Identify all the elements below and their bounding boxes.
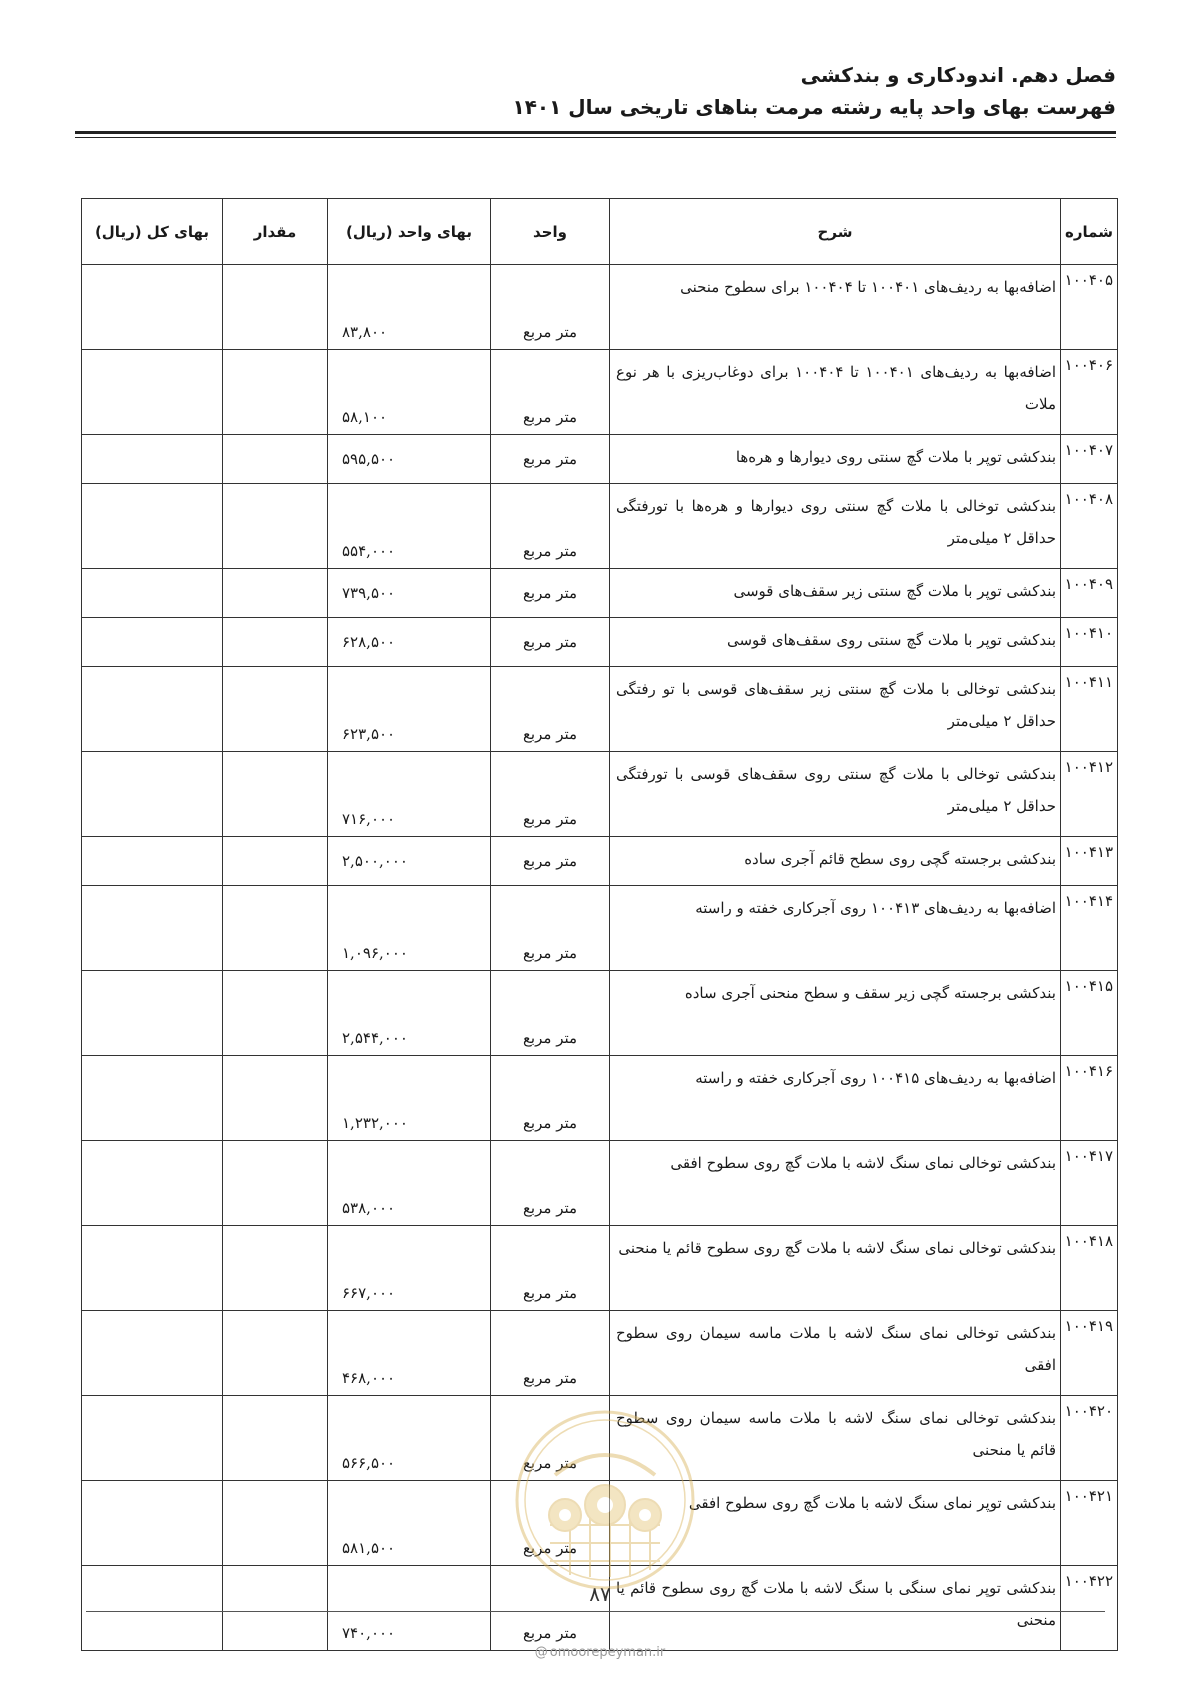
row-unit: متر مربع: [491, 1056, 610, 1141]
row-unit-price: ۵۹۵,۵۰۰: [328, 435, 491, 484]
row-description: اضافه‌بها به ردیف‌های ۱۰۰۴۱۵ روی آجرکاری خفته و راسته: [610, 1056, 1061, 1141]
table-row: [82, 752, 1118, 837]
row-total: [82, 667, 223, 752]
row-total: [82, 837, 223, 886]
row-quantity: [223, 1481, 328, 1566]
page-header: [75, 60, 1116, 122]
column-header-quantity: مقدار: [223, 199, 328, 265]
row-code: ۱۰۰۴۱۵: [1061, 971, 1118, 1056]
table-row: [82, 1226, 1118, 1311]
row-description: بندکشی توپر نمای سنگ لاشه با ملات گچ روی سطوح افقی: [610, 1481, 1061, 1566]
row-unit-price: ۵۵۴,۰۰۰: [328, 484, 491, 569]
row-quantity: [223, 484, 328, 569]
row-code: ۱۰۰۴۰۹: [1061, 569, 1118, 618]
row-quantity: [223, 752, 328, 837]
website-url: omoorepeyman.ir: [549, 1645, 666, 1660]
row-code: ۱۰۰۴۱۸: [1061, 1226, 1118, 1311]
table-row: [82, 1311, 1118, 1396]
row-unit: متر مربع: [491, 971, 610, 1056]
row-description: بندکشی توخالی نمای سنگ لاشه با ملات گچ روی سطوح افقی: [610, 1141, 1061, 1226]
row-total: [82, 886, 223, 971]
row-unit: متر مربع: [491, 837, 610, 886]
row-total: [82, 484, 223, 569]
document-subtitle: فهرست بهای واحد پایه رشته مرمت بناهای تاریخی سال ۱۴۰۱: [512, 95, 1116, 119]
row-code: ۱۰۰۴۰۵: [1061, 265, 1118, 350]
row-description: اضافه‌بها به ردیف‌های ۱۰۰۴۰۱ تا ۱۰۰۴۰۴ برای سطوح منحنی: [610, 265, 1061, 350]
table-row: [82, 1056, 1118, 1141]
row-code: ۱۰۰۴۱۳: [1061, 837, 1118, 886]
row-quantity: [223, 1056, 328, 1141]
row-code: ۱۰۰۴۲۱: [1061, 1481, 1118, 1566]
table-row: [82, 569, 1118, 618]
row-unit-price: ۸۳,۸۰۰: [328, 265, 491, 350]
row-description: بندکشی توخالی نمای سنگ لاشه با ملات ماسه سیمان روی سطوح قائم یا منحنی: [610, 1396, 1061, 1481]
row-unit: متر مربع: [491, 350, 610, 435]
price-list-table: [81, 198, 1118, 1651]
row-total: [82, 618, 223, 667]
row-quantity: [223, 971, 328, 1056]
row-unit-price: ۵۸,۱۰۰: [328, 350, 491, 435]
row-quantity: [223, 886, 328, 971]
row-code: ۱۰۰۴۲۲: [1061, 1566, 1118, 1651]
row-unit-price: ۲,۵۰۰,۰۰۰: [328, 837, 491, 886]
row-unit-price: ۵۶۶,۵۰۰: [328, 1396, 491, 1481]
table-row: [82, 667, 1118, 752]
row-total: [82, 1396, 223, 1481]
table-row: [82, 435, 1118, 484]
row-unit-price: ۶۶۷,۰۰۰: [328, 1226, 491, 1311]
table-row: [82, 350, 1118, 435]
column-header-total: بهای کل (ریال): [82, 199, 223, 265]
header-rule-thick: [75, 131, 1116, 134]
row-quantity: [223, 435, 328, 484]
row-quantity: [223, 837, 328, 886]
row-unit-price: ۱,۰۹۶,۰۰۰: [328, 886, 491, 971]
row-total: [82, 569, 223, 618]
row-quantity: [223, 265, 328, 350]
row-total: [82, 435, 223, 484]
row-unit: متر مربع: [491, 1396, 610, 1481]
row-code: ۱۰۰۴۱۲: [1061, 752, 1118, 837]
table-header-row: [82, 199, 1118, 265]
row-quantity: [223, 350, 328, 435]
row-description: بندکشی توپر نمای سنگی با سنگ لاشه با ملات گچ روی سطوح قائم یا منحنی: [610, 1566, 1061, 1651]
website-footer: [480, 1645, 720, 1660]
chapter-title: فصل دهم. اندودکاری و بندکشی: [800, 63, 1116, 87]
row-unit: متر مربع: [491, 1566, 610, 1651]
header-rule-thin: [75, 137, 1116, 138]
row-total: [82, 350, 223, 435]
row-total: [82, 752, 223, 837]
row-total: [82, 971, 223, 1056]
row-unit-price: ۲,۵۴۴,۰۰۰: [328, 971, 491, 1056]
table-row: [82, 265, 1118, 350]
row-unit-price: ۱,۲۳۲,۰۰۰: [328, 1056, 491, 1141]
row-code: ۱۰۰۴۱۰: [1061, 618, 1118, 667]
row-unit-price: ۷۴۰,۰۰۰: [328, 1566, 491, 1651]
row-code: ۱۰۰۴۱۶: [1061, 1056, 1118, 1141]
page-number: ۸۷: [589, 1582, 611, 1606]
row-description: بندکشی توپر با ملات گچ سنتی زیر سقف‌های قوسی: [610, 569, 1061, 618]
row-description: بندکشی توخالی با ملات گچ سنتی زیر سقف‌های قوسی با تو رفتگی حداقل ۲ میلی‌متر: [610, 667, 1061, 752]
row-quantity: [223, 1396, 328, 1481]
row-code: ۱۰۰۴۱۱: [1061, 667, 1118, 752]
row-description: بندکشی توخالی با ملات گچ سنتی روی دیوارها و هره‌ها با تورفتگی حداقل ۲ میلی‌متر: [610, 484, 1061, 569]
row-unit: متر مربع: [491, 484, 610, 569]
row-description: بندکشی برجسته گچی روی سطح قائم آجری ساده: [610, 837, 1061, 886]
row-description: بندکشی توپر با ملات گچ سنتی روی دیوارها و هره‌ها: [610, 435, 1061, 484]
row-unit: متر مربع: [491, 569, 610, 618]
row-unit: متر مربع: [491, 265, 610, 350]
row-unit: متر مربع: [491, 667, 610, 752]
row-unit-price: ۴۶۸,۰۰۰: [328, 1311, 491, 1396]
row-description: بندکشی توخالی نمای سنگ لاشه با ملات گچ روی سطوح قائم یا منحنی: [610, 1226, 1061, 1311]
table-row: [82, 1141, 1118, 1226]
row-quantity: [223, 618, 328, 667]
row-total: [82, 265, 223, 350]
row-unit-price: ۶۲۸,۵۰۰: [328, 618, 491, 667]
row-code: ۱۰۰۴۰۶: [1061, 350, 1118, 435]
row-quantity: [223, 1226, 328, 1311]
column-header-unit-price: بهای واحد (ریال): [328, 199, 491, 265]
row-code: ۱۰۰۴۱۴: [1061, 886, 1118, 971]
row-unit-price: ۵۸۱,۵۰۰: [328, 1481, 491, 1566]
row-unit-price: ۷۱۶,۰۰۰: [328, 752, 491, 837]
row-quantity: [223, 569, 328, 618]
row-description: بندکشی توپر با ملات گچ سنتی روی سقف‌های قوسی: [610, 618, 1061, 667]
table-row: [82, 618, 1118, 667]
row-code: ۱۰۰۴۰۷: [1061, 435, 1118, 484]
row-unit-price: ۶۲۳,۵۰۰: [328, 667, 491, 752]
table-row: [82, 1396, 1118, 1481]
row-quantity: [223, 1141, 328, 1226]
row-code: ۱۰۰۴۱۷: [1061, 1141, 1118, 1226]
at-symbol-icon: @: [534, 1645, 548, 1660]
row-total: [82, 1056, 223, 1141]
row-unit: متر مربع: [491, 435, 610, 484]
column-header-code: شماره: [1061, 199, 1118, 265]
row-description: بندکشی برجسته گچی زیر سقف و سطح منحنی آجری ساده: [610, 971, 1061, 1056]
footer-rule: [86, 1611, 1105, 1612]
row-code: ۱۰۰۴۱۹: [1061, 1311, 1118, 1396]
table-row: [82, 1481, 1118, 1566]
row-unit: متر مربع: [491, 886, 610, 971]
row-quantity: [223, 667, 328, 752]
row-code: ۱۰۰۴۲۰: [1061, 1396, 1118, 1481]
row-total: [82, 1226, 223, 1311]
table-row: [82, 971, 1118, 1056]
table-row: [82, 886, 1118, 971]
table-row: [82, 1566, 1118, 1651]
row-unit: متر مربع: [491, 752, 610, 837]
row-code: ۱۰۰۴۰۸: [1061, 484, 1118, 569]
row-description: اضافه‌بها به ردیف‌های ۱۰۰۴۰۱ تا ۱۰۰۴۰۴ برای دوغاب‌ریزی با هر نوع ملات: [610, 350, 1061, 435]
column-header-unit: واحد: [491, 199, 610, 265]
row-description: بندکشی توخالی با ملات گچ سنتی روی سقف‌های قوسی با تورفتگی حداقل ۲ میلی‌متر: [610, 752, 1061, 837]
row-description: بندکشی توخالی نمای سنگ لاشه با ملات ماسه سیمان روی سطوح افقی: [610, 1311, 1061, 1396]
table-row: [82, 837, 1118, 886]
row-unit-price: ۷۳۹,۵۰۰: [328, 569, 491, 618]
row-quantity: [223, 1311, 328, 1396]
row-unit: متر مربع: [491, 1141, 610, 1226]
row-total: [82, 1141, 223, 1226]
column-header-description: شرح: [610, 199, 1061, 265]
row-unit: متر مربع: [491, 1311, 610, 1396]
row-total: [82, 1481, 223, 1566]
row-unit: متر مربع: [491, 618, 610, 667]
row-total: [82, 1566, 223, 1651]
row-total: [82, 1311, 223, 1396]
row-unit: متر مربع: [491, 1481, 610, 1566]
row-quantity: [223, 1566, 328, 1651]
row-description: اضافه‌بها به ردیف‌های ۱۰۰۴۱۳ روی آجرکاری خفته و راسته: [610, 886, 1061, 971]
row-unit-price: ۵۳۸,۰۰۰: [328, 1141, 491, 1226]
table-row: [82, 484, 1118, 569]
row-unit: متر مربع: [491, 1226, 610, 1311]
